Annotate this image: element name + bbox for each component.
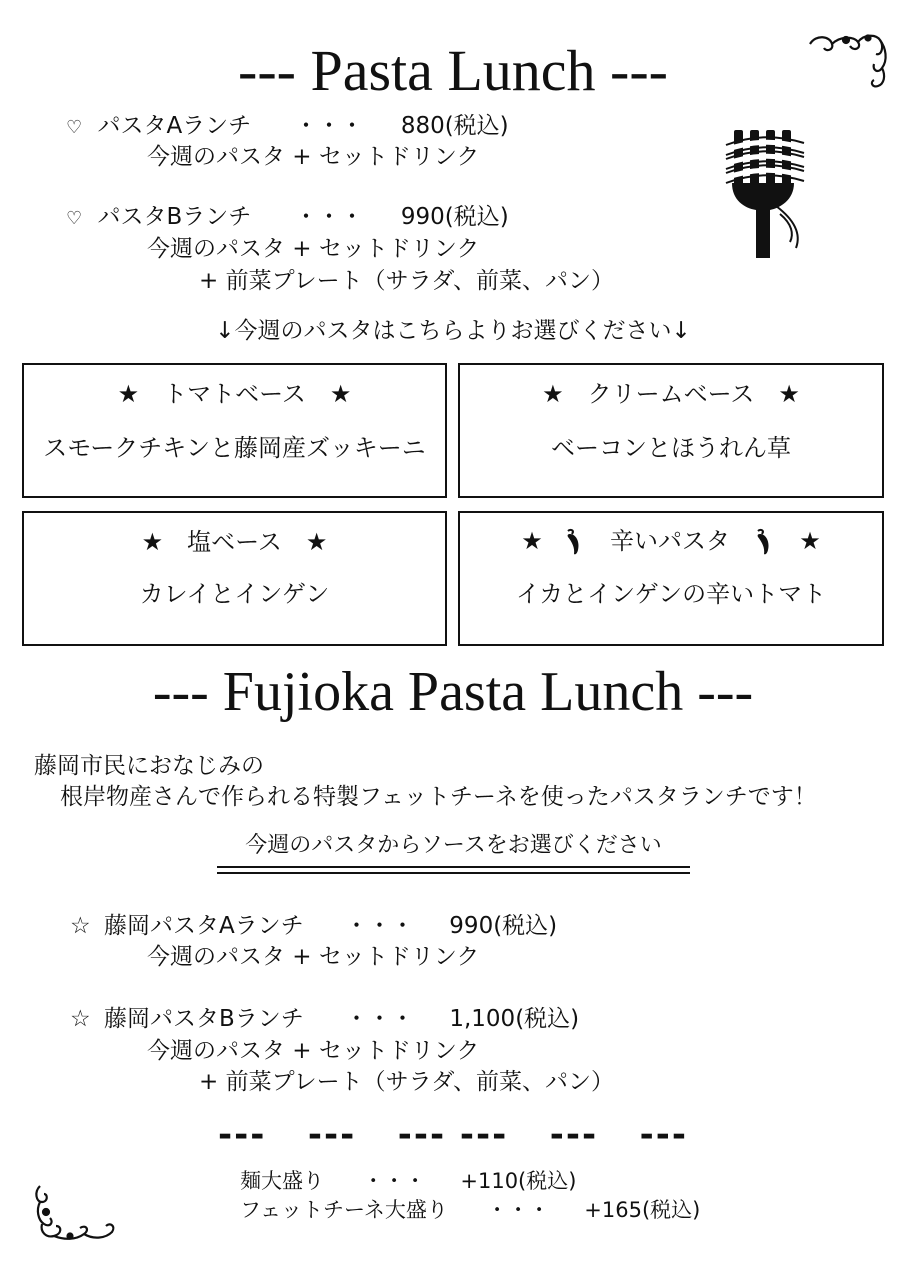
fork-with-pasta-icon	[722, 128, 806, 260]
extra-item-fettuccine-large	[240, 1200, 700, 1221]
item-dots: ・・・	[344, 913, 414, 939]
option-title: ★ 塩ベース ★	[141, 528, 328, 556]
item-detail: 今週のパスタ + セットドリンク	[147, 944, 480, 970]
option-desc: カレイとインゲン	[139, 580, 330, 608]
option-title	[460, 528, 882, 556]
extra-price: +110(税込)	[460, 1169, 577, 1193]
pasta-option-tomato	[22, 363, 447, 498]
item-price: 1,100(税込)	[449, 1006, 580, 1032]
intro-line: 藤岡市民におなじみの	[34, 753, 264, 779]
intro-line: 根岸物産さんで作られる特製フェットチーネを使ったパスタランチです！	[60, 784, 817, 810]
pasta-option-salt	[22, 511, 447, 646]
star-outline-icon: ☆	[70, 913, 91, 939]
item-price: 990(税込)	[449, 913, 558, 939]
menu-item-pasta-a	[66, 115, 509, 138]
option-title-text: 辛いパスタ	[610, 527, 730, 555]
chili-pepper-icon	[564, 528, 584, 556]
item-name: 藤岡パスタBランチ	[103, 1006, 304, 1032]
extra-item-noodle-large	[240, 1171, 576, 1192]
menu-item-fujioka-a	[70, 915, 557, 938]
item-detail: 今週のパスタ + セットドリンク	[147, 236, 480, 262]
double-underline	[217, 866, 690, 868]
heart-icon: ♡	[66, 117, 83, 138]
item-price: 880(税込)	[400, 113, 509, 139]
menu-item-pasta-b	[66, 206, 509, 229]
item-name: パスタBランチ	[97, 204, 252, 230]
extra-name: フェットチーネ大盛り	[240, 1198, 448, 1222]
sauce-choose-note: 今週のパスタからソースをお選びください	[245, 833, 662, 858]
ornament-flourish-icon	[32, 1180, 116, 1244]
extra-dots: ・・・	[362, 1169, 426, 1193]
item-dots: ・・・	[345, 1006, 415, 1032]
option-desc: スモークチキンと藤岡産ズッキーニ	[43, 434, 426, 462]
dash-divider: --- --- --- --- --- ---	[218, 1115, 688, 1155]
option-desc: ベーコンとほうれん草	[551, 434, 791, 462]
item-name: パスタAランチ	[97, 113, 252, 139]
star-icon: ★	[799, 527, 821, 555]
option-desc: イカとインゲンの辛いトマト	[515, 580, 827, 608]
extra-price: +165(税込)	[584, 1198, 701, 1222]
heart-icon: ♡	[66, 208, 83, 229]
item-dots: ・・・	[294, 204, 364, 230]
star-outline-icon: ☆	[70, 1006, 91, 1032]
item-name: 藤岡パスタAランチ	[103, 913, 304, 939]
item-price: 990(税込)	[400, 204, 509, 230]
option-title: ★ クリームベース ★	[542, 380, 800, 408]
item-detail: 今週のパスタ + セットドリンク	[147, 144, 480, 170]
star-icon: ★	[521, 527, 543, 555]
item-detail: + 前菜プレート（サラダ、前菜、パン）	[199, 268, 615, 294]
extra-name: 麺大盛り	[240, 1169, 324, 1193]
option-title: ★ トマトベース ★	[117, 380, 352, 408]
extra-dots: ・・・	[486, 1198, 550, 1222]
pasta-option-cream	[458, 363, 884, 498]
item-dots: ・・・	[294, 113, 364, 139]
double-underline	[217, 872, 690, 874]
menu-item-fujioka-b	[70, 1008, 579, 1031]
item-detail: + 前菜プレート（サラダ、前菜、パン）	[199, 1069, 615, 1095]
page-title: --- Pasta Lunch ---	[238, 38, 668, 103]
item-detail: 今週のパスタ + セットドリンク	[147, 1038, 480, 1064]
chili-pepper-icon	[754, 528, 774, 556]
pasta-option-spicy	[458, 511, 884, 646]
section-title-fujioka: --- Fujioka Pasta Lunch ---	[152, 661, 754, 723]
choose-note: ↓今週のパスタはこちらよりお選びください↓	[215, 318, 691, 344]
